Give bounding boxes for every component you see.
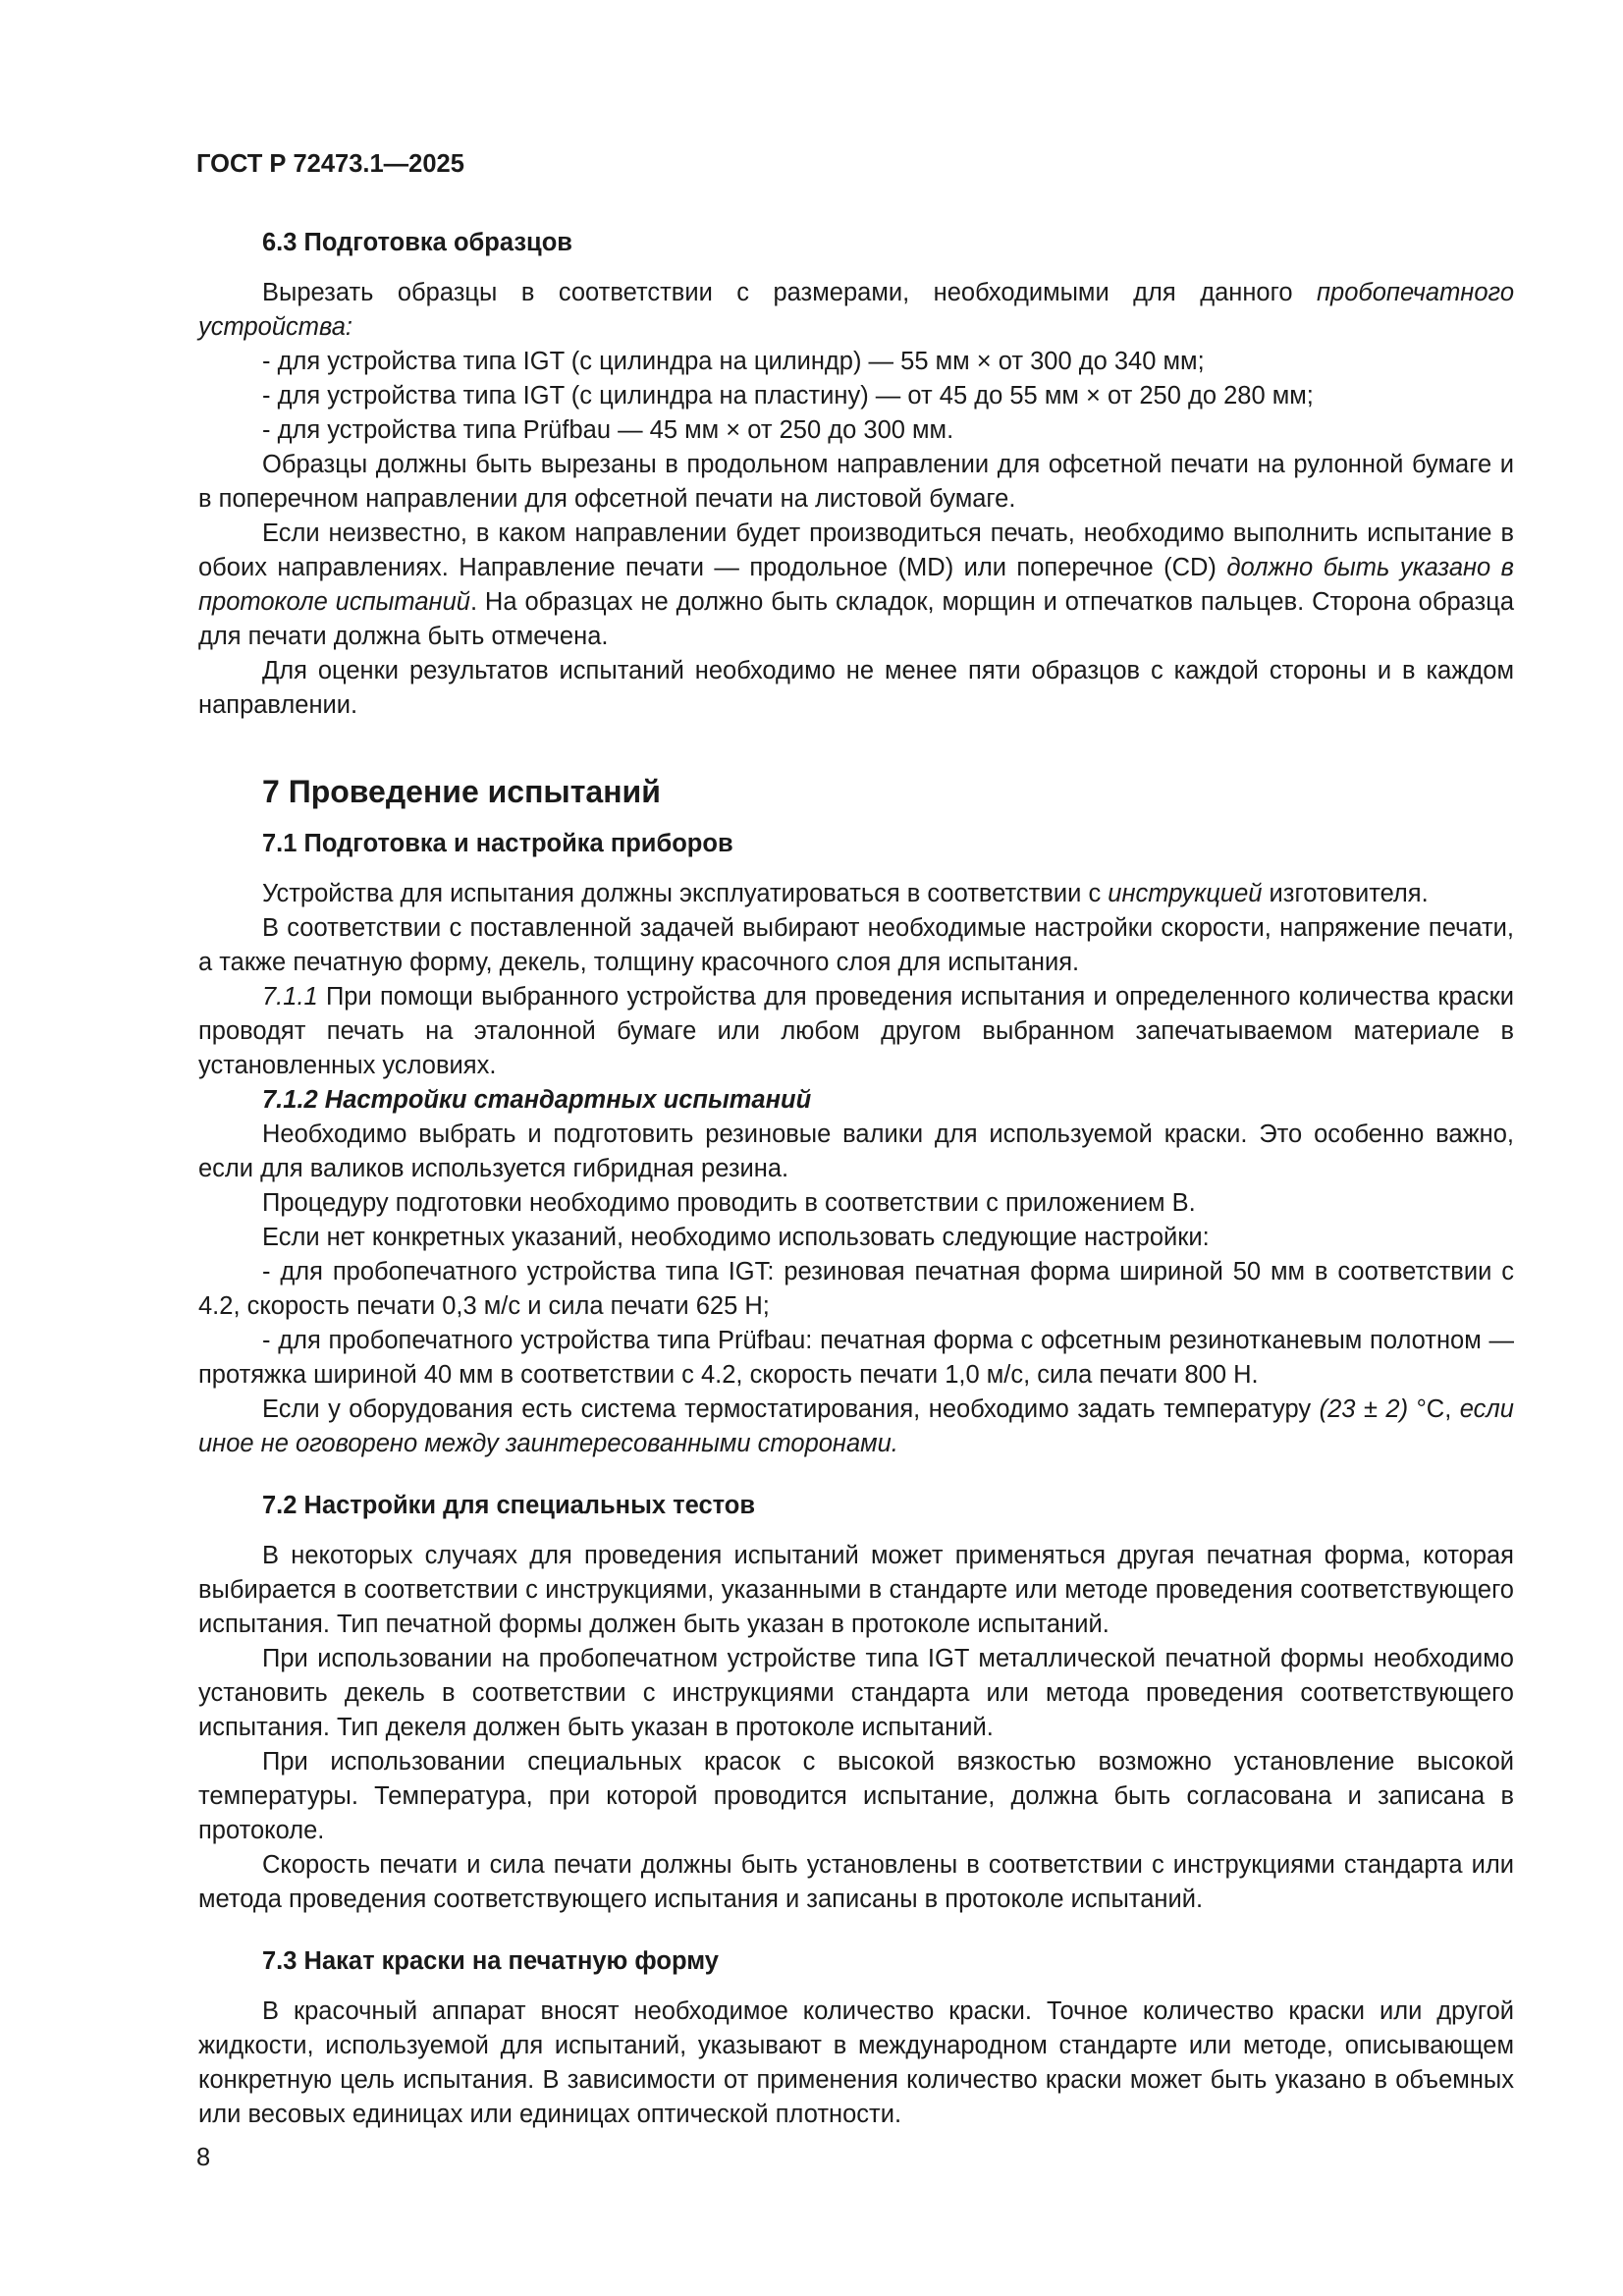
section-6-3-paragraph — [198, 276, 1514, 345]
section-7-1-paragraph: В соответствии с поставленной задачей выбирают необходимые настройки скорости, напряжение печати, а также печатную форму, декель, толщину красочного слоя для испытания. — [198, 914, 1514, 976]
list-item: - для устройства типа IGT (с цилиндра на цилиндр) — 55 мм × от 300 до 340 мм; — [262, 348, 1205, 375]
section-7-2-paragraph: В некоторых случаях для проведения испытаний может применяться другая печатная форма, которая выбирается в соответствии с инструкциями, указанными в стандарте или методе проведения соответствующего испытания. Тип печатной формы должен быть указан в протоколе испытаний. — [198, 1542, 1514, 1638]
list-item: - для пробопечатного устройства типа Prüfbau: печатная форма с офсетным резинотканевым полотном — протяжка шириной 40 мм в соответствии с 4.2, скорость печати 1,0 м/с, сила печати 800 Н. — [198, 1327, 1514, 1389]
paragraph-text: Если у оборудования есть система термостатирования, необходимо задать температуру — [262, 1395, 1320, 1423]
paragraph-text: При помощи выбранного устройства для проведения испытания и определенного количества краски проводят печать на эталонной бумаге или любом другом выбранном запечатываемом материале в установленных условиях. — [198, 983, 1514, 1079]
italic-text: инструкцией — [1108, 880, 1263, 907]
paragraph-text: Устройства для испытания должны эксплуатироваться в соответствии с — [262, 880, 1109, 907]
section-7-2-heading: 7.2 Настройки для специальных тестов — [262, 1492, 756, 1519]
italic-text: должно быть указано в протоколе испытаний — [198, 554, 1514, 616]
section-7-1-2-paragraph: Необходимо выбрать и подготовить резиновые валики для используемой краски. Это особенно важно, если для валиков используется гибридная резина. — [198, 1121, 1514, 1182]
section-7-2-paragraph: При использовании специальных красок с высокой вязкостью возможно установление высокой температуры. Температура, при которой проводится испытание, должна быть согласована и записана в протоколе. — [198, 1748, 1514, 1844]
document-id: ГОСТ Р 72473.1—2025 — [196, 150, 464, 178]
section-7-1-2-paragraph: Если нет конкретных указаний, необходимо использовать следующие настройки: — [262, 1224, 1210, 1251]
section-7-2-paragraph: Скорость печати и сила печати должны быть установлены в соответствии с инструкциями стандарта или метода проведения соответствующего испытания и записаны в протоколе испытаний. — [198, 1851, 1514, 1913]
section-7-1-1-paragraph — [198, 980, 1514, 1083]
section-7-1-heading: 7.1 Подготовка и настройка приборов — [262, 830, 733, 857]
section-7-1-2-paragraph — [198, 1393, 1514, 1461]
section-7-1-2-heading: 7.1.2 Настройки стандартных испытаний — [262, 1086, 812, 1114]
paragraph-text: Если неизвестно, в каком направлении будет производиться печать, необходимо выполнить испытание в обоих направлениях. Направление печати — продольное (MD) или поперечное (CD) — [198, 519, 1514, 581]
paragraph-text: изготовителя. — [1262, 880, 1429, 907]
section-6-3-paragraph — [198, 517, 1514, 654]
section-6-3-paragraph: Для оценки результатов испытаний необходимо не менее пяти образцов с каждой стороны и в каждом направлении. — [198, 657, 1514, 719]
section-7-1-2-paragraph: Процедуру подготовки необходимо проводить в соответствии с приложением В. — [262, 1189, 1196, 1217]
subsection-number: 7.1.1 — [262, 983, 318, 1011]
italic-text: (23 ± 2) — [1319, 1395, 1409, 1423]
section-7-2-paragraph: При использовании на пробопечатном устройстве типа IGT металлической печатной формы необходимо установить декель в соответствии с инструкциями стандарта или метода проведения соответствующего испытания. Тип декеля должен быть указан в протоколе испытаний. — [198, 1645, 1514, 1741]
section-7-heading: 7 Проведение испытаний — [262, 774, 661, 809]
section-7-1-paragraph — [198, 877, 1514, 911]
section-6-3-paragraph: Образцы должны быть вырезаны в продольном направлении для офсетной печати на рулонной бумаге и в поперечном направлении для офсетной печати на листовой бумаге. — [198, 451, 1514, 513]
list-item: - для устройства типа Prüfbau — 45 мм × от 250 до 300 мм. — [262, 416, 954, 444]
document-body — [198, 226, 1514, 2132]
italic-text: пробопечатного устройства: — [198, 279, 1514, 341]
paragraph-text: °С, — [1408, 1395, 1460, 1423]
italic-text: если иное не оговорено между заинтересованными сторонами. — [198, 1395, 1514, 1457]
paragraph-text: . На образцах не должно быть складок, морщин и отпечатков пальцев. Сторона образца для печати должна быть отмечена. — [198, 588, 1514, 650]
section-7-3-paragraph: В красочный аппарат вносят необходимое количество краски. Точное количество краски или другой жидкости, используемой для испытаний, указывают в международном стандарте или методе, описывающем конкретную цель испытания. В зависимости от применения количество краски может быть указано в объемных или весовых единицах или единицах оптической плотности. — [198, 1997, 1514, 2128]
section-7-3-heading: 7.3 Накат краски на печатную форму — [262, 1947, 719, 1975]
paragraph-text: Вырезать образцы в соответствии с размерами, необходимыми для данного — [262, 279, 1317, 306]
list-item: - для пробопечатного устройства типа IGT: резиновая печатная форма шириной 50 мм в соответствии с 4.2, скорость печати 0,3 м/с и сила печати 625 Н; — [198, 1258, 1514, 1320]
section-6-3-heading: 6.3 Подготовка образцов — [262, 229, 572, 256]
list-item: - для устройства типа IGT (с цилиндра на пластину) — от 45 до 55 мм × от 250 до 280 мм; — [262, 382, 1314, 410]
page-number: 8 — [196, 2144, 211, 2171]
